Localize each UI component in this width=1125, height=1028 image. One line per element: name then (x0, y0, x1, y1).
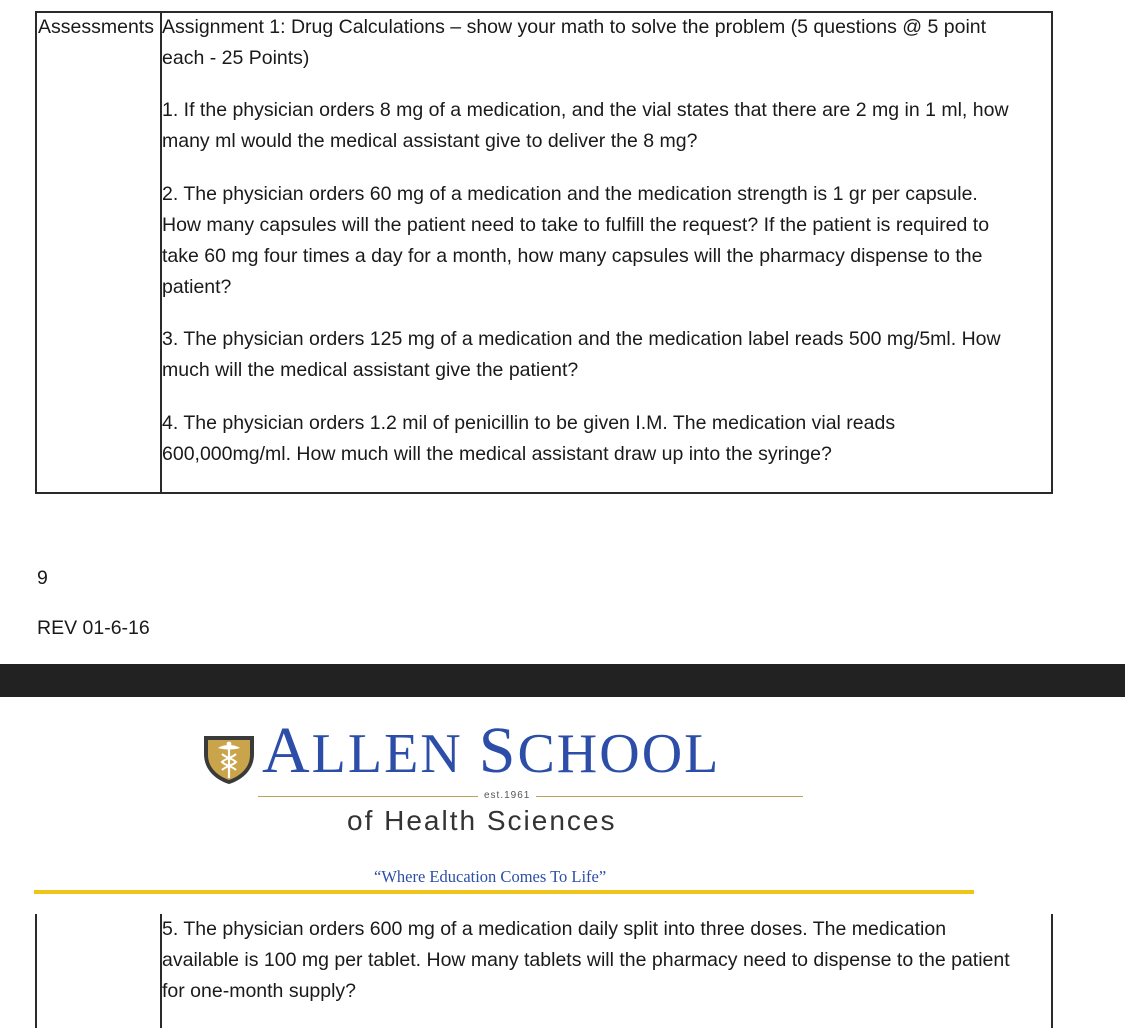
question-line: 4. The physician orders 1.2 mil of penicillin to be given I.M. The medication vial reads (162, 412, 896, 434)
wordmark-rest: CHOOL (517, 723, 721, 785)
assignment-heading-line: Assignment 1: Drug Calculations – show your math to solve the problem (5 questions @ 5 point (162, 16, 987, 38)
question-line: for one-month supply? (162, 980, 357, 1002)
question-3 (162, 324, 1001, 386)
question-line: much will the medical assistant give the patient? (162, 359, 579, 381)
caduceus-shield-icon (200, 728, 258, 786)
revision-label: REV 01-6-16 (37, 617, 150, 639)
table-bottom-border (35, 492, 1053, 494)
question-line: available is 100 mg per tablet. How many tablets will the pharmacy need to dispense to the patient (162, 949, 1010, 971)
question-line: 600,000mg/ml. How much will the medical assistant draw up into the syringe? (162, 443, 832, 465)
wordmark-initial: A (262, 714, 312, 787)
assignment-heading (162, 12, 986, 74)
school-tagline: “Where Education Comes To Life” (374, 867, 607, 886)
page-separator (0, 664, 1125, 697)
table-right-border (1051, 11, 1053, 494)
question-1 (162, 95, 1009, 157)
question-line: 3. The physician orders 125 mg of a medication and the medication label reads 500 mg/5ml. How (162, 328, 1001, 350)
school-subtitle: of Health Sciences (347, 805, 617, 836)
page-edge (1114, 0, 1125, 664)
table-right-border (1051, 914, 1053, 1028)
page-number: 9 (37, 567, 48, 589)
section-label: Assessments (38, 16, 154, 38)
wordmark-initial: S (478, 714, 518, 787)
question-line: take 60 mg four times a day for a month, how many capsules will the pharmacy dispense to the (162, 245, 983, 267)
question-4 (162, 408, 895, 470)
table-left-border (35, 11, 37, 494)
question-2 (162, 179, 989, 303)
question-5 (162, 914, 1010, 1007)
question-line: patient? (162, 276, 232, 298)
header-gold-rule (34, 890, 974, 894)
assignment-heading-line: each - 25 Points) (162, 47, 310, 69)
question-line: How many capsules will the patient need to take to fulfill the request? If the patient is required to (162, 214, 990, 236)
table-left-border (35, 914, 37, 1028)
established-year: est.1961 (478, 789, 536, 803)
question-line: 2. The physician orders 60 mg of a medication and the medication strength is 1 gr per capsule. (162, 183, 978, 205)
school-name-wordmark (262, 716, 720, 789)
wordmark-rest: LLEN (311, 723, 463, 785)
question-line: many ml would the medical assistant give to deliver the 8 mg? (162, 130, 698, 152)
question-line: 5. The physician orders 600 mg of a medication daily split into three doses. The medication (162, 918, 947, 940)
question-line: 1. If the physician orders 8 mg of a medication, and the vial states that there are 2 mg in 1 ml, how (162, 99, 1009, 121)
